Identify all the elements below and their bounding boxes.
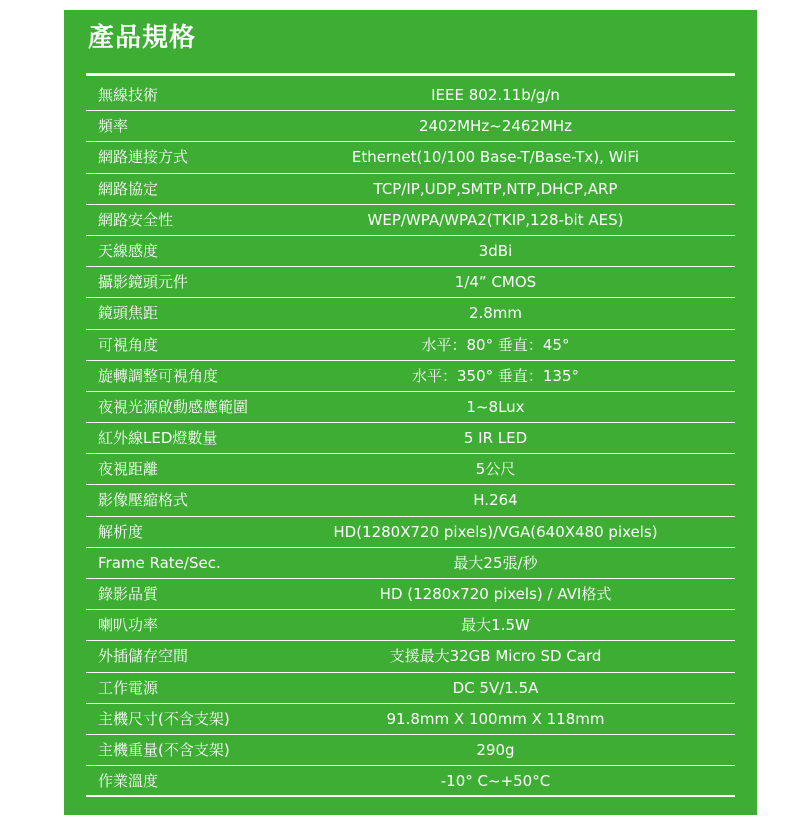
spec-label: 旋轉調整可視角度 (98, 366, 219, 385)
spec-label: 主機尺寸(不含支架) (98, 709, 230, 728)
spec-value: 2.8mm (468, 304, 523, 323)
spec-row (86, 517, 735, 548)
spec-value: 水平：350° 垂直：135° (411, 366, 580, 385)
spec-label: 主機重量(不含支架) (98, 740, 230, 759)
spec-label: 頻率 (98, 117, 129, 136)
spec-label: 解析度 (98, 522, 144, 541)
spec-value: H.264 (473, 491, 518, 510)
spec-row (86, 298, 735, 329)
page-title: 產品規格 (88, 23, 197, 53)
spec-row (86, 111, 735, 142)
spec-label: 網路協定 (98, 179, 159, 198)
spec-value: 1/4” CMOS (454, 273, 537, 292)
spec-value: 1~8Lux (466, 397, 525, 416)
spec-label: 作業溫度 (98, 772, 159, 791)
spec-value: 最大25張/秒 (453, 553, 538, 572)
spec-value: 5 IR LED (463, 429, 528, 448)
spec-row (86, 423, 735, 454)
spec-row (86, 766, 735, 797)
spec-row (86, 548, 735, 579)
spec-label: 工作電源 (98, 678, 159, 697)
spec-label: 可視角度 (98, 335, 159, 354)
spec-value: 2402MHz~2462MHz (418, 117, 573, 136)
spec-row (86, 361, 735, 392)
spec-row (86, 485, 735, 516)
spec-row (86, 392, 735, 423)
spec-row (86, 142, 735, 173)
spec-value: 水平：80° 垂直：45° (421, 335, 570, 354)
spec-table (86, 80, 735, 797)
spec-value: 91.8mm X 100mm X 118mm (386, 709, 605, 728)
spec-row (86, 205, 735, 236)
spec-value: DC 5V/1.5A (452, 678, 539, 697)
spec-value: 5公尺 (475, 460, 516, 479)
spec-row (86, 641, 735, 672)
spec-row (86, 267, 735, 298)
spec-row (86, 610, 735, 641)
spec-row (86, 236, 735, 267)
spec-label: 網路連接方式 (98, 148, 189, 167)
spec-value: -10° C~+50°C (440, 772, 551, 791)
spec-label: 外插儲存空間 (98, 647, 189, 666)
spec-row (86, 735, 735, 766)
spec-row (86, 704, 735, 735)
spec-value: WEP/WPA/WPA2(TKIP,128-bit AES) (367, 210, 624, 229)
spec-label: 夜視光源啟動感應範圍 (98, 397, 249, 416)
spec-row (86, 174, 735, 205)
spec-label: 紅外線LED燈數量 (98, 429, 218, 448)
spec-value: HD(1280X720 pixels)/VGA(640X480 pixels) (333, 522, 658, 541)
header-divider (86, 73, 735, 76)
spec-value: 最大1.5W (461, 616, 530, 635)
spec-value: 290g (476, 740, 515, 759)
spec-label: 網路安全性 (98, 210, 174, 229)
spec-row (86, 579, 735, 610)
spec-row (86, 80, 735, 111)
spec-label: Frame Rate/Sec. (98, 553, 221, 572)
spec-row (86, 330, 735, 361)
spec-row (86, 454, 735, 485)
spec-value: Ethernet(10/100 Base-T/Base-Tx), WiFi (351, 148, 640, 167)
spec-row (86, 673, 735, 704)
spec-label: 喇叭功率 (98, 616, 159, 635)
spec-value: HD (1280x720 pixels) / AVI格式 (379, 585, 612, 603)
spec-label: 錄影品質 (98, 585, 159, 603)
spec-label: 攝影鏡頭元件 (98, 273, 189, 292)
spec-label: 影像壓縮格式 (98, 491, 189, 510)
spec-value: 3dBi (478, 241, 513, 260)
spec-value: TCP/IP,UDP,SMTP,NTP,DHCP,ARP (373, 179, 618, 198)
spec-label: 無線技術 (98, 86, 159, 104)
spec-value: IEEE 802.11b/g/n (431, 86, 560, 104)
spec-label: 鏡頭焦距 (98, 304, 159, 323)
spec-label: 夜視距離 (98, 460, 159, 479)
spec-label: 天線感度 (98, 241, 159, 260)
spec-value: 支援最大32GB Micro SD Card (389, 647, 602, 666)
